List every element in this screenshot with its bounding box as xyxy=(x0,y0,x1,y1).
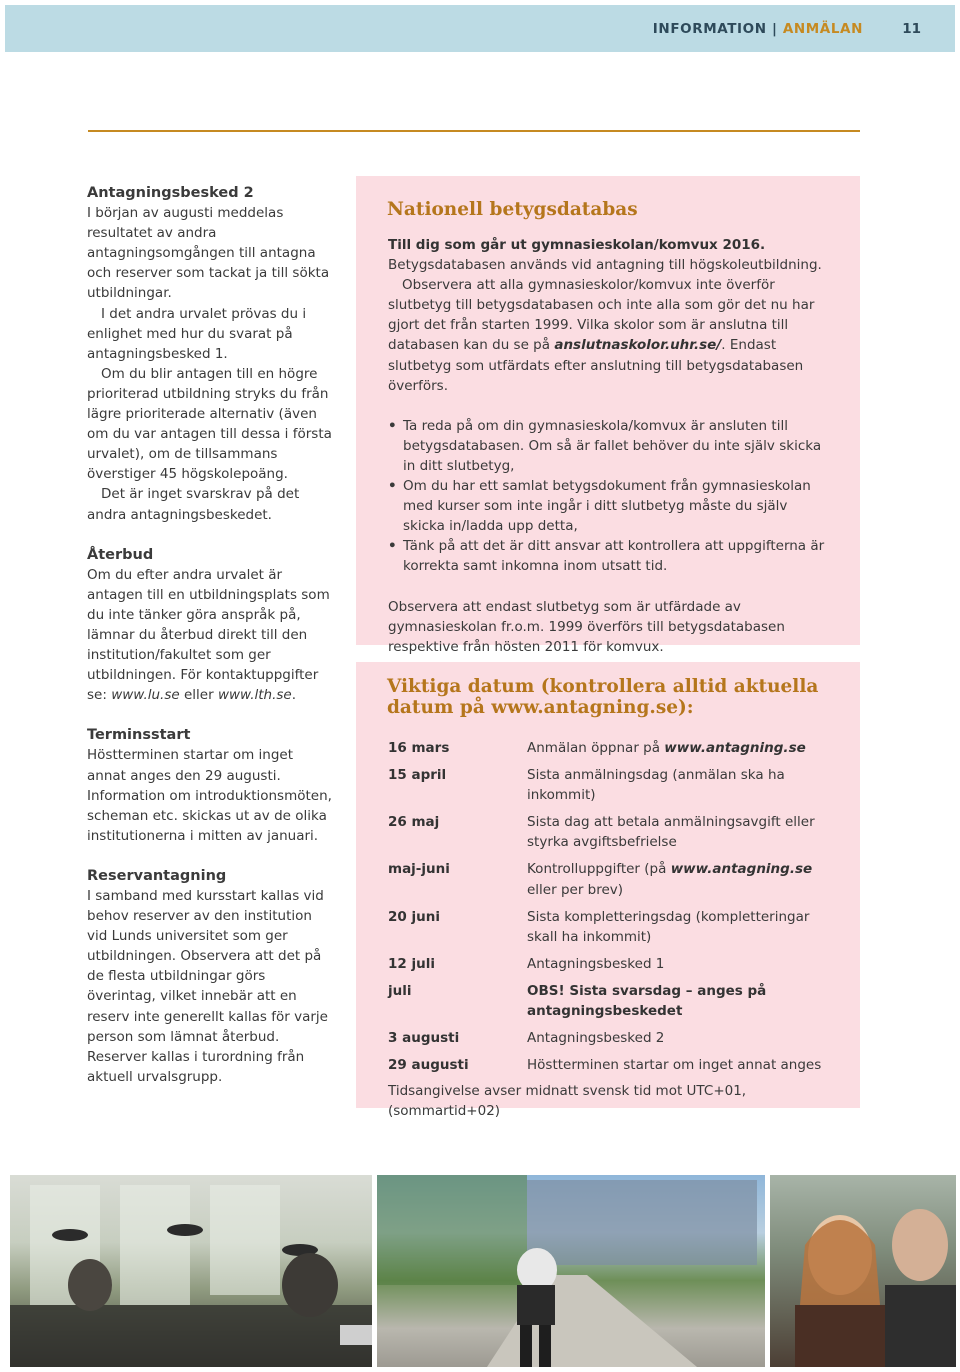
paragraph: I samband med kursstart kallas vid behov reserver av den institution vid Lunds universitet som ger utbildningen. Observera att det på de flesta utbildningar görs överintag, vilket innebär att en reserv inte generellt kallas för varje person som lämnat återbud. Reserver kallas i turordning från aktuell urvalsgrupp. xyxy=(87,888,328,1085)
paragraph: I början av augusti meddelas resultatet av andra antagningsomgången till antagna och reserver som tackat ja till sökta utbildningar. xyxy=(87,205,330,302)
paragraph: Om du blir antagen till en högre prioriterad utbildning stryks du från lägre prioriterade alternativ (även om du var antagen till dessa i första urvalet), om de tillsammans överstiger 45 högskolepoäng. xyxy=(87,365,332,483)
paragraph: Om du efter andra urvalet är antagen till en utbildningsplats som du inte tänker göra anspråk på, lämnar du återbud direkt till den institution/fakultet som ger utbildningen. För kontaktuppgifter se: www.lu.se eller www.lth.se. xyxy=(87,566,330,704)
box-title: Nationell betygsdatabas xyxy=(387,199,638,220)
date-row: 29 augusti Höstterminen startar om inget annat anges xyxy=(388,1057,822,1074)
dates-table xyxy=(388,738,838,1122)
list-item: • Om du har ett samlat betygsdokument från gymnasieskolan med kurser som inte ingår i ditt slutbetyg måste du själv skicka in/ladda upp detta, xyxy=(388,476,833,536)
lead-text: Till dig som går ut gymnasieskolan/komvux 2016. xyxy=(388,237,766,253)
list-item: • Tänk på att det är ditt ansvar att kontrollera att uppgifterna är korrekta samt inkomna inom utsatt tid. xyxy=(388,536,833,576)
heading-terminsstart: Terminsstart xyxy=(87,727,191,744)
date-row: 26 maj Sista dag att betala anmälningsavgift eller styrka avgiftsbefrielse xyxy=(388,814,815,851)
paragraph: Betygsdatabasen används vid antagning till högskoleutbildning. xyxy=(388,257,822,274)
box-title: Viktiga datum (kontrollera alltid aktuella datum på www.antagning.se): xyxy=(387,676,819,718)
page-header xyxy=(5,5,955,52)
paragraph: Det är inget svarskrav på det andra antagningsbeskedet. xyxy=(87,486,300,523)
person-walking-campus-photo xyxy=(377,1175,765,1367)
date-row: 15 april Sista anmälningsdag (anmälan ska ha inkommit) xyxy=(388,767,785,804)
left-column xyxy=(87,183,332,1087)
page-number: 11 xyxy=(902,21,921,37)
bullet-list xyxy=(388,416,833,577)
date-row: juli OBS! Sista svarsdag – anges på antagningsbeskedet xyxy=(388,982,767,1020)
paragraph: Observera att endast slutbetyg som är utfärdade av gymnasieskolan fr.o.m. 1999 överförs till betygsdatabasen respektive från hösten 2011 för komvux. xyxy=(388,598,785,655)
photo-strip xyxy=(10,1175,956,1367)
date-row: 16 mars Anmälan öppnar på www.antagning.se xyxy=(388,740,806,756)
link-lu[interactable]: www.lu.se xyxy=(111,687,180,704)
heading-aterbud: Återbud xyxy=(87,546,154,563)
list-item: • Ta reda på om din gymnasieskola/komvux är ansluten till betygsdatabasen. Om så är fallet behöver du inte själv skicka in ditt slutbetyg, xyxy=(388,416,833,476)
section-title: INFORMATION | ANMÄLAN xyxy=(652,21,863,37)
link-lth[interactable]: www.lth.se xyxy=(217,687,292,704)
link-anslutnaskolor[interactable]: anslutnaskolor.uhr.se/ xyxy=(554,337,722,354)
heading-reservantagning: Reservantagning xyxy=(87,867,227,884)
date-row: 3 augusti Antagningsbesked 2 xyxy=(388,1030,665,1047)
heading-antagningsbesked-2: Antagningsbesked 2 xyxy=(87,185,254,201)
timezone-note: Tidsangivelse avser midnatt svensk tid mot UTC+01, (sommartid+02) xyxy=(388,1083,747,1120)
link-antagning[interactable]: www.antagning.se xyxy=(664,740,806,756)
date-row: 20 juni Sista kompletteringsdag (kompletteringar skall ha inkommit) xyxy=(388,908,810,945)
paragraph: I det andra urvalet prövas du i enlighet med hur du svarat på antagningsbesked 1. xyxy=(87,305,307,362)
betygsdatabas-content xyxy=(388,235,833,657)
students-studying-photo xyxy=(10,1175,372,1367)
paragraph: Observera att alla gymnasieskolor/komvux inte överför slutbetyg till betygsdatabasen och inte alla som gör det nu har gjort det från starten 1999. Vilka skolor som är anslutna till databasen kan du se på anslutnaskolor.uhr.se/. Endast slutbetyg som utfärdats efter anslutning till betygsdatabasen överförs. xyxy=(388,277,815,394)
link-antagning[interactable]: www.antagning.se xyxy=(670,861,813,878)
paragraph: Höstterminen startar om inget annat anges den 29 augusti. Information om introduktionsmöten, scheman etc. skickas ut av de olika institutionerna i mitten av januari. xyxy=(87,747,332,844)
date-row: maj-juni Kontrolluppgifter (på www.antagning.se eller per brev) xyxy=(388,861,813,898)
divider-rule xyxy=(88,130,860,132)
students-portrait-photo xyxy=(770,1175,956,1367)
date-row: 12 juli Antagningsbesked 1 xyxy=(388,955,665,972)
